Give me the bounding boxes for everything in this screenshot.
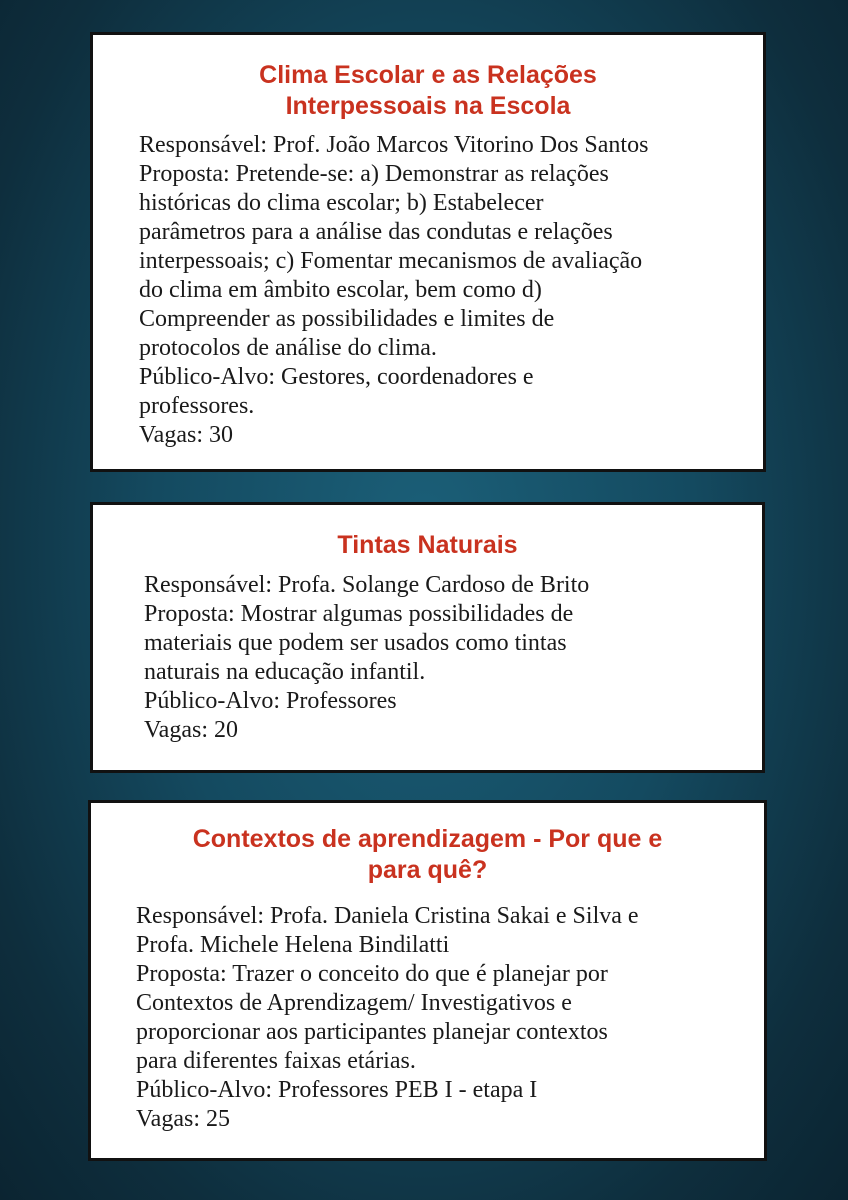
card-title (91, 824, 764, 886)
proposal-line: interpessoais; c) Fomentar mecanismos de avaliação (139, 248, 643, 274)
proposal-line: parâmetros para a análise das condutas e relações (139, 219, 613, 245)
proposal-line: Proposta: Trazer o conceito do que é planejar por (136, 961, 608, 987)
proposal-line: protocolos de análise do clima. (139, 335, 437, 361)
course-card-tintas-naturais (90, 502, 765, 773)
card-title-line: para quê? (367, 856, 488, 884)
proposal-line: do clima em âmbito escolar, bem como d) (139, 277, 542, 303)
responsible-line: Responsável: Prof. João Marcos Vitorino Dos Santos (139, 132, 649, 158)
card-body (136, 902, 639, 1134)
audience-line: Público-Alvo: Gestores, coordenadores e (139, 364, 534, 390)
card-body (144, 571, 589, 745)
card-title (93, 530, 762, 561)
audience-line: Público-Alvo: Professores (144, 688, 397, 714)
proposal-line: Proposta: Pretende-se: a) Demonstrar as relações (139, 161, 609, 187)
responsible-line: Profa. Michele Helena Bindilatti (136, 932, 450, 958)
card-title-line: Tintas Naturais (337, 531, 518, 559)
proposal-line: históricas do clima escolar; b) Estabelecer (139, 190, 544, 216)
proposal-line: naturais na educação infantil. (144, 659, 426, 685)
responsible-line: Responsável: Profa. Daniela Cristina Sakai e Silva e (136, 903, 639, 929)
card-body (139, 131, 648, 450)
course-card-contextos-aprendizagem (88, 800, 767, 1161)
proposal-line: proporcionar aos participantes planejar contextos (136, 1019, 608, 1045)
course-card-clima-escolar (90, 32, 766, 472)
proposal-line: Contextos de Aprendizagem/ Investigativos e (136, 990, 572, 1016)
vacancies-line: Vagas: 25 (136, 1106, 230, 1132)
card-title-line: Interpessoais na Escola (285, 92, 571, 120)
proposal-line: para diferentes faixas etárias. (136, 1048, 416, 1074)
proposal-line: Proposta: Mostrar algumas possibilidades de (144, 601, 574, 627)
proposal-line: Compreender as possibilidades e limites de (139, 306, 555, 332)
card-title-line: Clima Escolar e as Relações (259, 61, 597, 89)
audience-line: professores. (139, 393, 255, 419)
vacancies-line: Vagas: 20 (144, 717, 238, 743)
card-title (93, 60, 763, 122)
proposal-line: materiais que podem ser usados como tintas (144, 630, 567, 656)
responsible-line: Responsável: Profa. Solange Cardoso de Brito (144, 572, 590, 598)
vacancies-line: Vagas: 30 (139, 422, 233, 448)
audience-line: Público-Alvo: Professores PEB I - etapa I (136, 1077, 538, 1103)
card-title-line: Contextos de aprendizagem - Por que e (192, 825, 663, 853)
